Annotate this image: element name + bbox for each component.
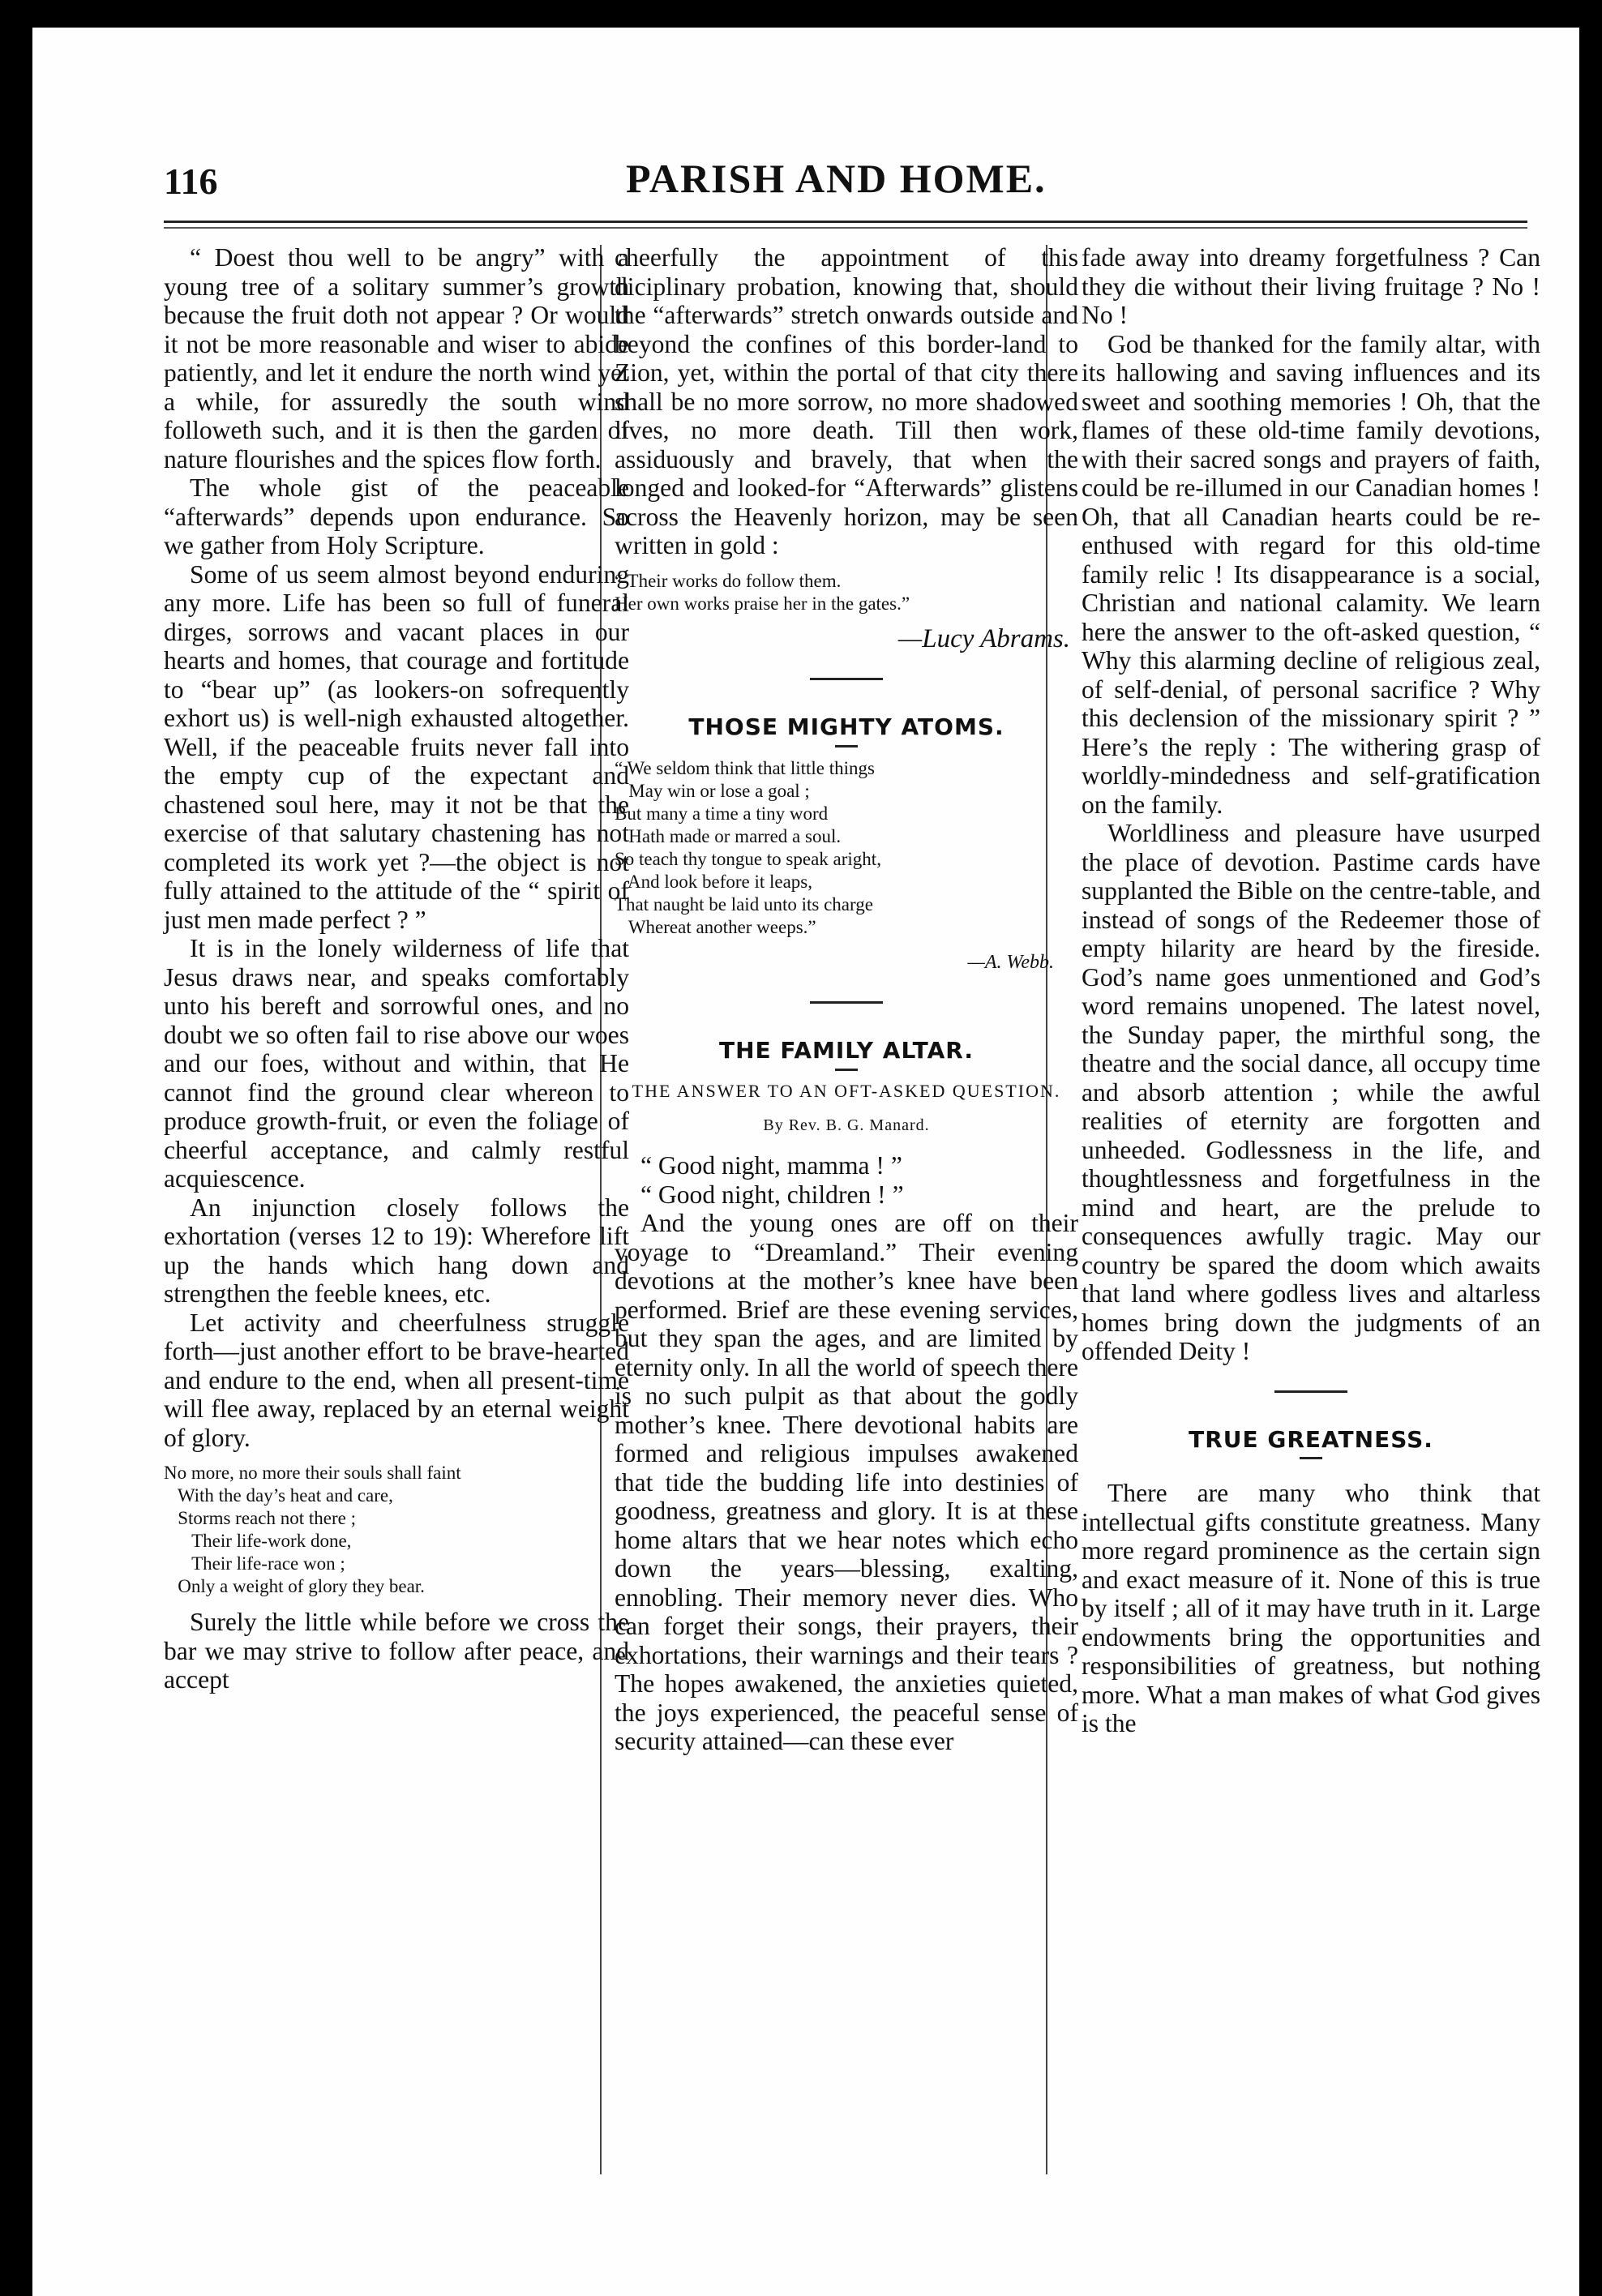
header-rule-thin <box>164 227 1527 229</box>
page-number: 116 <box>164 161 218 202</box>
poem-line: Hath made or marred a soul. <box>615 825 842 846</box>
poem-line: With the day’s heat and care, <box>164 1485 393 1506</box>
poem-line: That naught be laid unto its charge <box>615 893 873 915</box>
page <box>32 28 1579 2296</box>
paragraph: The whole gist of the peaceable “afterwards” depends upon endurance. So we gather from Holy Scripture. <box>164 473 629 559</box>
poem-line: So teach thy tongue to speak aright, <box>615 848 881 869</box>
paragraph: Let activity and cheerfulness struggle forth—just another effort to be brave-hearted and endure to the end, when all present-time will flee away, replaced by an eternal weight of glory. <box>164 1308 629 1452</box>
heading-rule <box>1300 1457 1322 1459</box>
poem <box>615 757 1078 939</box>
poem-line: Whereat another weeps.” <box>615 916 816 937</box>
column-1 <box>164 243 629 1694</box>
dialogue-line: “ Good night, mamma ! ” <box>640 1151 902 1180</box>
heading-rule <box>835 745 858 747</box>
poem-line: No more, no more their souls shall faint <box>164 1463 461 1483</box>
section-subheading: THE ANSWER TO AN OFT-ASKED QUESTION. <box>632 1080 1061 1101</box>
section-heading: THOSE MIGHTY ATOMS. <box>688 713 1004 740</box>
header-rule <box>164 221 1527 223</box>
paragraph: There are many who think that intellectual gifts constitute greatness. Many more regard prominence as the certain sign and exact measure of it. None of this is true by itself ; all of it may have truth in it. Large endowments bring the opportunities and responsibilities of greatness, but nothing more. What a man makes of what God gives is the <box>1082 1479 1540 1737</box>
poem <box>164 1462 629 1598</box>
quote-line: Her own works praise her in the gates.” <box>615 593 910 614</box>
page-header <box>32 28 1579 230</box>
poem-line: Only a weight of glory they bear. <box>164 1576 425 1596</box>
poem-line: Storms reach not there ; <box>164 1508 356 1528</box>
paragraph: An injunction closely follows the exhortation (verses 12 to 19): Wherefore lift up the hands which hang down and strengthen the feeble knees, etc. <box>164 1193 629 1308</box>
byline: By Rev. B. G. Manard. <box>763 1116 930 1134</box>
attribution: —Lucy Abrams. <box>897 623 1070 653</box>
poem-line: Their life-work done, <box>164 1531 352 1551</box>
poem-line: And look before it leaps, <box>615 871 813 892</box>
section-heading: THE FAMILY ALTAR. <box>719 1037 974 1064</box>
dialogue <box>640 1151 1078 1209</box>
poem-line: May win or lose a goal ; <box>615 780 810 801</box>
running-title: PARISH AND HOME. <box>626 156 1047 201</box>
paragraph: It is in the lonely wilderness of life that Jesus draws near, and speaks comfortably unto his bereft and sorrowful ones, and no doubt we so often fail to rise above our woes and our foes, without and within, that He cannot find the ground clear whereon to produce growth-fruit, or even the foliage of cheerful acceptance, and calmly restful acquiescence. <box>164 934 629 1193</box>
paragraph: fade away into dreamy forgetfulness ? Can they die without their living fruitage ? No ! No ! <box>1082 243 1540 329</box>
section-heading: TRUE GREATNESS. <box>1189 1425 1433 1453</box>
quote-line: “ Their works do follow them. <box>615 570 842 591</box>
paragraph: “ Doest thou well to be angry” with a young tree of a solitary summer’s growth because the fruit doth not appear ? Or would it not be more reasonable and wiser to abide patiently, and let it endure the north wind yet a while, for assuredly the south wind followeth such, and it is then the garden of nature flourishes and the spices flow forth. <box>164 243 629 473</box>
paragraph: Surely the little while before we cross the bar we may strive to follow after peace, and accept <box>164 1608 629 1694</box>
paragraph: Some of us seem almost beyond enduring any more. Life has been so full of funeral dirges, sorrows and vacant places in our hearts and homes, that courage and fortitude to “bear up” (as lookers-on sofrequently exhort us) is well-nigh exhausted altogether. Well, if the peaceable fruits never fall into the empty cup of the expectant and chastened soul here, may it not be that the exercise of that salutary chastening has not completed its work yet ?—the object is not fully attained to the attitude of the “ spirit of just men made perfect ? ” <box>164 559 629 934</box>
paragraph: God be thanked for the family altar, with its hallowing and saving influences and its sweet and soothing memories ! Oh, that the flames of these old-time family devotions, with their sacred songs and prayers of faith, could be re-illumed in our Canadian homes ! Oh, that all Canadian hearts could be re-enthused with regard for this old-time family relic ! Its disappearance is a social, Christian and national calamity. We learn here the answer to the oft-asked question, “ Why this alarming decline of religious zeal, of self-denial, of personal sacrifice ? Why this declension of the missionary spirit ? ” Here’s the reply : The withering grasp of worldly-mindedness and self-gratification on the family. <box>1082 329 1540 819</box>
column-3 <box>1082 243 1540 1738</box>
poem-line: But many a time a tiny word <box>615 803 829 824</box>
section-divider <box>810 678 883 680</box>
poem-line: “ We seldom think that little things <box>615 757 875 778</box>
dialogue-line: “ Good night, children ! ” <box>640 1180 904 1209</box>
attribution: —A. Webb. <box>967 951 1054 973</box>
paragraph: cheerfully the appointment of this diciplinary probation, knowing that, should the “afterwards” stretch onwards outside and beyond the confines of this border-land to Zion, yet, within the portal of that city there shall be no more sorrow, no more shadowed lives, no more death. Till then work, assiduously and bravely, that when the longed and looked-for “Afterwards” glistens across the Heavenly horizon, may be seen written in gold : <box>615 243 1078 559</box>
paragraph: And the young ones are off on their voyage to “Dreamland.” Their evening devotions at the mother’s knee have been performed. Brief are these evening services, but they span the ages, and are limited by eternity only. In all the world of speech there is no such pulpit as that about the godly mother’s knee. There devotional habits are formed and religious impulses awakened that tide the budding life into destinies of goodness, greatness and glory. It is at these home altars that we hear notes which echo down the years—blessing, exalting, ennobling. Their memory never dies. Who can forget their songs, their prayers, their exhortations, their warnings and their tears ? The hopes awakened, the anxieties quieted, the joys experienced, the peaceful sense of security attained—can these ever <box>615 1209 1078 1755</box>
column-2 <box>615 243 1078 1756</box>
poem-line: Their life-race won ; <box>164 1553 345 1574</box>
paragraph: Worldliness and pleasure have usurped the place of devotion. Pastime cards have supplanted the Bible on the centre-table, and instead of songs of the Redeemer those of empty hilarity are heard by the fireside. God’s name goes unmentioned and God’s word remains unopened. The latest novel, the Sunday paper, the mirthful song, the theatre and the social dance, all occupy time and absorb attention ; while the awful realities of eternity are forgotten and unheeded. Godlessness in the life, and thoughtlessness and forgetfulness in the mind and heart, are the prelude to consequences awfully tragic. May our country be spared the doom which awaits that land where godless lives and altarless homes bring down the judgments of an offended Deity ! <box>1082 819 1540 1365</box>
section-divider <box>810 1001 883 1004</box>
heading-rule <box>835 1069 858 1071</box>
quote <box>615 570 1078 615</box>
section-divider <box>1274 1390 1347 1393</box>
